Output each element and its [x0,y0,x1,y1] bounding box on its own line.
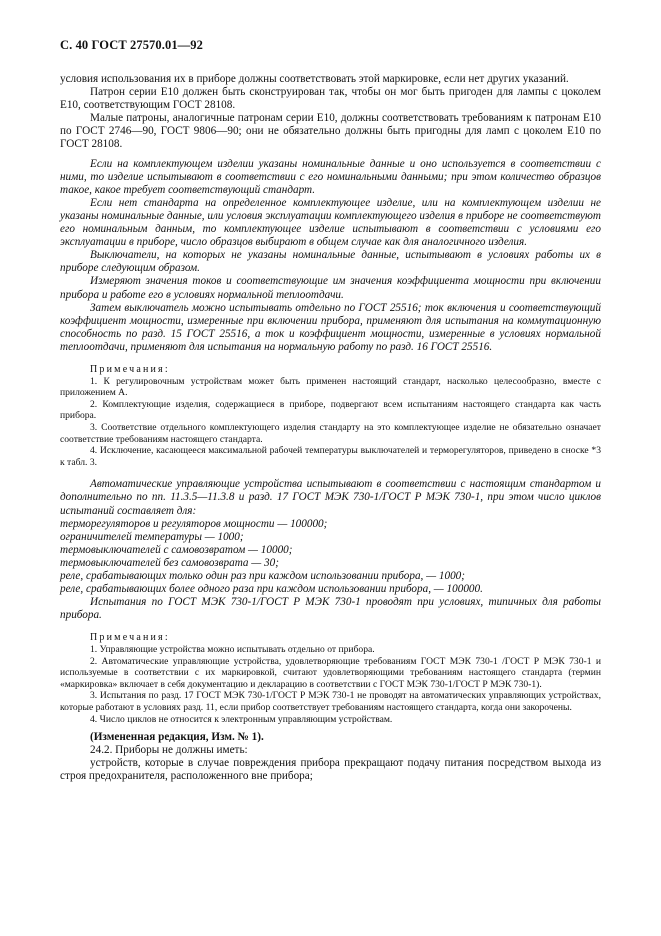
note-item: 3. Испытания по разд. 17 ГОСТ МЭК 730-1/ГОСТ Р МЭК 730-1 не проводят на автоматических управляющих устройствах, которые работают в условиях разд. 11, если прибор соответствует требованиям настоящего стандарта, когда они закорочены. [60,690,601,713]
italic-paragraph: Автоматические управляющие устройства испытывают в соответствии с настоящим стандартом и дополнительно по пп. 11.3.5—11.3.8 и разд. 17 ГОСТ МЭК 730-1/ГОСТ Р МЭК 730-1, при этом число циклов испытаний составляет для: [60,478,601,517]
paragraph: устройств, которые в случае повреждения прибора прекращают подачу питания посредством выхода из строя предохранителя, расположенного вне прибора; [60,757,601,783]
italic-paragraph: Измеряют значения токов и соответствующие им значения коэффициента мощности при включении прибора и работе его в условиях нормальной теплоотдачи. [60,275,601,301]
italic-list-item: реле, срабатывающих более одного раза при каждом использовании прибора, — 100000. [60,583,483,596]
page-header: С. 40 ГОСТ 27570.01—92 [60,38,203,52]
italic-list-item: термовыключателей с самовозвратом — 10000; [60,543,293,556]
italic-paragraph: Если на комплектующем изделии указаны номинальные данные и оно используется в соответствии с ними, то изделие испытывают в соответствии с его номинальными данными; при этом количество образцов такое, какое требует соответствующий стандарт. [60,157,601,196]
paragraph: Патрон серии Е10 должен быть сконструирован так, чтобы он мог быть пригоден для лампы с цоколем Е10, соответствующим ГОСТ 28108. [60,86,601,112]
note-item: 4. Исключение, касающееся максимальной рабочей температуры выключателей и терморегуляторов, приведено в сноске *3 к табл. 3. [60,445,601,468]
note-item: 4. Число циклов не относится к электронным управляющим устройствам. [90,713,393,725]
spacer [60,468,601,478]
paragraph: Малые патроны, аналогичные патронам серии Е10, должны соответствовать требованиям к патронам Е10 по ГОСТ 2746—90, ГОСТ 9806—90; они не обязательно должны быть пригодны для ламп с цоколем Е10 по ГОСТ 28108. [60,112,601,151]
italic-list-item: термовыключателей без самовозврата — 30; [60,556,279,569]
italic-paragraph: Испытания по ГОСТ МЭК 730-1/ГОСТ Р МЭК 730-1 проводят при условиях, типичных для работы прибора. [60,596,601,622]
note-item: 2. Автоматические управляющие устройства, удовлетворяющие требованиям ГОСТ МЭК 730-1 /ГОСТ Р МЭК 730-1 и используемые в соответствии с их маркировкой, считают удовлетворяющими требованиям настоящего стандарта (термин «маркировка» включает в себя документацию и декларацию в соответствии с ГОСТ МЭК 730-1/ГОСТ Р МЭК 730-1). [60,655,601,690]
note-item: 3. Соответствие отдельного комплектующего изделия стандарту на это комплектующее изделие не обязательно означает соответствие требованиям настоящего стандарта. [60,421,601,445]
spacer [60,354,601,364]
section-24-2: 24.2. Приборы не должны иметь: [90,744,248,757]
note-item: 1. Управляющие устройства можно испытывать отдельно от прибора. [90,643,375,655]
italic-list-item: реле, срабатывающих только один раз при каждом использовании прибора, — 1000; [60,569,465,582]
notes-title: Примечания: [90,363,170,375]
note-item: 1. К регулировочным устройствам может быть применен настоящий стандарт, насколько целесообразно, вместе с приложением А. [60,375,601,399]
italic-list-item: ограничителей температуры — 1000; [60,530,244,543]
spacer [60,622,601,632]
italic-list-item: терморегуляторов и регуляторов мощности — 100000; [60,517,328,530]
main-text [60,73,601,783]
italic-paragraph: Затем выключатель можно испытывать отдельно по ГОСТ 25516; ток включения и соответствующий коэффициент мощности, измеренные при включении прибора, применяют для испытания на коммутационную способность по разд. 15 ГОСТ 25516, а ток и коэффициент мощности, измеренные в условиях нормальной теплоотдачи, применяют для испытания на нормальную работу по разд. 16 ГОСТ 25516. [60,301,601,353]
paragraph: условия использования их в приборе должны соответствовать этой маркировке, если нет других указаний. [60,73,569,85]
italic-paragraph: Выключатели, на которых не указаны номинальные данные, испытывают в условиях работы их в приборе следующим образом. [60,249,601,275]
note-item: 2. Комплектующие изделия, содержащиеся в приборе, подвергают всем испытаниям настоящего стандарта как часть прибора. [60,398,601,422]
notes-title: Примечания: [90,632,170,644]
italic-paragraph: Если нет стандарта на определенное комплектующее изделие, или на комплектующем изделии не указаны номинальные данные, или условия эксплуатации комплектующего изделия в приборе не соответствуют его номинальным данным, то комплектующее изделие испытывают в соответствии с условиями его эксплуатации в приборе, число образцов выбирают в общем случае как для аналогичного изделия. [60,196,601,249]
notes-block-2 [60,632,601,725]
notes-block-1 [60,364,601,468]
revision-note: (Измененная редакция, Изм. № 1). [90,731,264,744]
